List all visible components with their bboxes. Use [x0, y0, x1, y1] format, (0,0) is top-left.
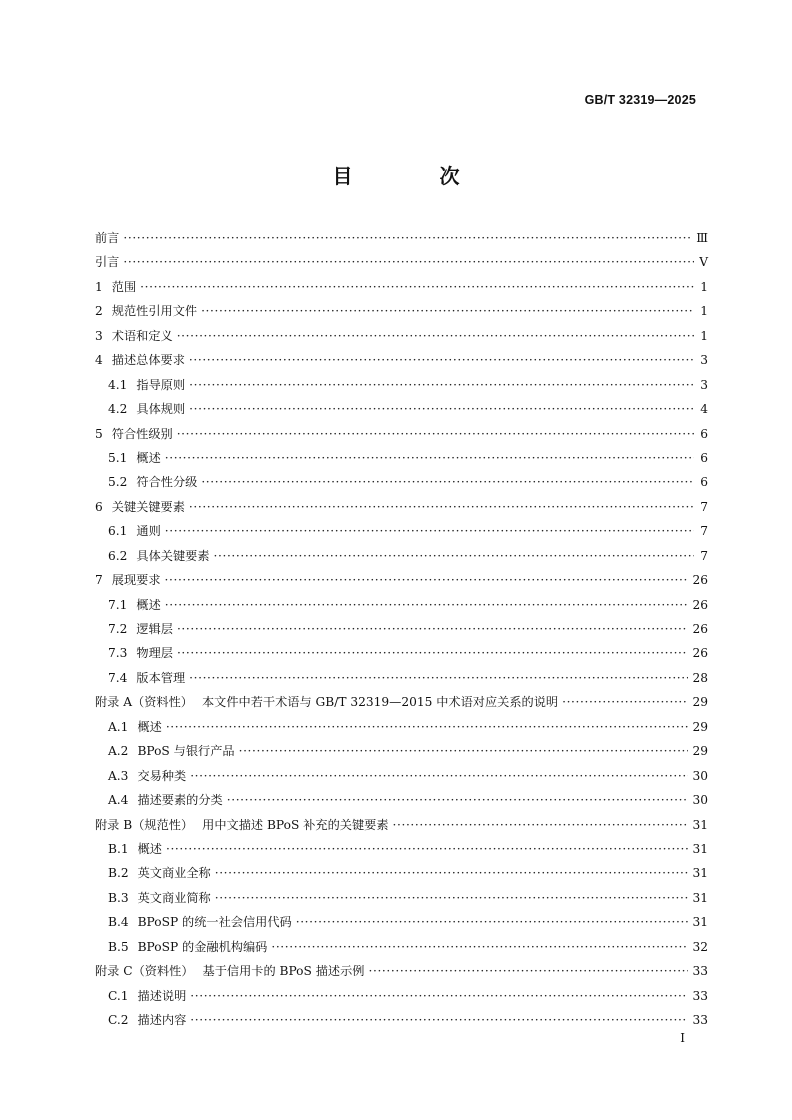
- toc-entry-number: A.1: [108, 719, 129, 734]
- toc-entry-number: 5.1: [108, 450, 128, 465]
- toc-entry-label: 规范性引用文件: [111, 304, 198, 319]
- toc-entry[interactable]: [95, 425, 708, 449]
- toc-entry-page: 4: [700, 402, 708, 417]
- toc-entry-label: 概述: [136, 450, 161, 465]
- toc-entry-number: 附录 A（资料性）: [95, 695, 193, 710]
- toc-leader-dots: [369, 964, 689, 978]
- toc-entry[interactable]: [95, 229, 708, 253]
- toc-entry-label: 概述: [137, 719, 162, 734]
- toc-entry[interactable]: [95, 816, 708, 840]
- toc-entry-number: B.5: [108, 939, 129, 954]
- toc-entry-label: 关键关键要素: [111, 499, 185, 514]
- toc-entry-number: 3: [95, 328, 103, 343]
- toc-leader-dots: [165, 573, 689, 587]
- toc-leader-dots: [165, 524, 694, 538]
- toc-entry[interactable]: [95, 889, 708, 913]
- toc-entry-page: 29: [692, 744, 708, 759]
- toc-entry-page: 29: [692, 695, 708, 710]
- toc-entry-label: 指导原则: [136, 377, 186, 392]
- toc-leader-dots: [189, 353, 694, 367]
- toc-entry-label: 交易种类: [137, 768, 187, 783]
- toc-entry-page: 29: [692, 719, 708, 734]
- toc-entry-label: 逻辑层: [136, 622, 173, 636]
- page-number: Ⅰ: [680, 1031, 685, 1045]
- toc-entry-page: 1: [700, 328, 708, 343]
- toc-leader-dots: [201, 475, 694, 489]
- toc-leader-dots: [166, 720, 689, 734]
- toc-entry-label: 前言: [95, 231, 120, 245]
- toc-entry-page: 6: [700, 475, 708, 490]
- toc-entry-number: 5: [95, 426, 103, 441]
- toc-entry-page: 1: [700, 279, 708, 294]
- toc-entry-page: 7: [700, 548, 708, 563]
- toc-entry[interactable]: [95, 669, 708, 693]
- toc-entry-label: 物理层: [136, 646, 173, 661]
- toc-entry-label: 符合性级别: [111, 426, 173, 441]
- toc-entry-label: BPoS 与银行产品: [137, 744, 235, 759]
- toc-entry[interactable]: [95, 962, 708, 986]
- toc-leader-dots: [227, 793, 689, 807]
- toc-leader-dots: [189, 402, 694, 416]
- toc-entry[interactable]: [95, 644, 708, 668]
- toc-entry[interactable]: [95, 278, 708, 302]
- toc-entry[interactable]: [95, 376, 708, 400]
- toc-entry-page: 31: [692, 841, 708, 856]
- toc-entry[interactable]: [95, 253, 708, 277]
- toc-entry-page: 31: [692, 817, 708, 832]
- toc-entry-page: 30: [692, 793, 708, 808]
- toc-entry[interactable]: [95, 987, 708, 1011]
- toc-entry[interactable]: [95, 767, 708, 791]
- toc-leader-dots: [190, 769, 688, 783]
- toc-leader-dots: [189, 500, 694, 514]
- toc-entry-page: 7: [700, 499, 708, 514]
- standard-code: GB/T 32319—2025: [584, 93, 696, 107]
- toc-entry-label: 概述: [137, 841, 162, 856]
- toc-entry-number: 2: [95, 304, 103, 319]
- toc-entry[interactable]: [95, 547, 708, 571]
- toc-entry[interactable]: [95, 596, 708, 620]
- toc-entry-number: 4.2: [108, 402, 128, 417]
- toc-entry-number: 6.2: [108, 548, 128, 563]
- toc-leader-dots: [215, 891, 689, 905]
- toc-entry-number: 附录 C（资料性）: [95, 964, 194, 979]
- toc-entry-number: 7.3: [108, 646, 128, 661]
- toc-leader-dots: [393, 818, 689, 832]
- toc-entry-page: 6: [700, 450, 708, 465]
- toc-entry-label: BPoSP 的金融机构编码: [137, 939, 268, 954]
- toc-entry-number: C.1: [108, 988, 129, 1003]
- toc-entry[interactable]: [95, 449, 708, 473]
- toc-entry-label: 英文商业全称: [137, 866, 211, 881]
- toc-entry-page: 33: [692, 1013, 708, 1027]
- toc-entry-label: 具体规则: [136, 402, 186, 417]
- toc-entry-number: 7.2: [108, 622, 128, 636]
- toc-entry-label: 范围: [111, 279, 137, 294]
- toc-leader-dots: [562, 695, 688, 709]
- toc-entry-page: 6: [700, 426, 708, 441]
- toc-entry-page: 26: [692, 573, 708, 588]
- toc-entry[interactable]: [95, 840, 708, 864]
- toc-leader-dots: [189, 378, 694, 392]
- toc-entry[interactable]: [95, 620, 708, 644]
- toc-entry-number: 附录 B（规范性）: [95, 817, 194, 832]
- toc-entry[interactable]: [95, 522, 708, 546]
- toc-entry[interactable]: [95, 498, 708, 522]
- toc-entry-label: 版本管理: [136, 670, 186, 685]
- toc-leader-dots: [166, 842, 689, 856]
- toc-entry-number: B.4: [108, 915, 129, 930]
- toc-leader-dots: [123, 255, 694, 269]
- toc-entry[interactable]: [95, 571, 708, 595]
- toc-entry-page: Ⅲ: [696, 231, 708, 245]
- toc-entry-number: 6.1: [108, 524, 128, 539]
- toc-entry-label: 概述: [136, 597, 161, 612]
- toc-entry-label: 描述说明: [137, 988, 187, 1003]
- toc-entry-label: BPoSP 的统一社会信用代码: [137, 915, 292, 930]
- toc-entry-label: 描述内容: [137, 1013, 187, 1027]
- toc-leader-dots: [239, 744, 689, 758]
- toc-leader-dots: [189, 671, 688, 685]
- toc-entry-number: 4: [95, 353, 103, 368]
- toc-entry-label: 本文件中若干术语与 GB/T 32319—2015 中术语对应关系的说明: [202, 695, 559, 710]
- toc-entry[interactable]: [95, 1011, 708, 1035]
- toc-entry-label: 描述要素的分类: [137, 793, 223, 808]
- toc-leader-dots: [123, 231, 692, 245]
- toc-entry-label: 展现要求: [111, 573, 161, 588]
- toc-entry-label: 引言: [95, 255, 120, 270]
- toc-entry-page: 7: [700, 524, 708, 539]
- toc-entry[interactable]: [95, 327, 708, 351]
- toc-entry-number: A.4: [108, 793, 129, 808]
- toc-entry[interactable]: [95, 864, 708, 888]
- toc-entry-label: 具体关键要素: [136, 548, 210, 563]
- toc-leader-dots: [201, 304, 694, 318]
- toc-entry-number: B.1: [108, 841, 129, 856]
- toc-entry-page: 3: [700, 353, 708, 368]
- toc-leader-dots: [177, 646, 689, 660]
- toc-entry[interactable]: [95, 302, 708, 326]
- toc-entry[interactable]: [95, 693, 708, 717]
- toc-entry-page: 26: [692, 646, 708, 661]
- toc-leader-dots: [190, 989, 688, 1003]
- toc-entry-number: B.2: [108, 866, 129, 881]
- toc-entry-label: 基于信用卡的 BPoS 描述示例: [202, 964, 365, 979]
- toc-leader-dots: [165, 451, 694, 465]
- toc-entry[interactable]: [95, 400, 708, 424]
- toc-entry-label: 通则: [136, 524, 161, 539]
- toc-entry-page: Ⅴ: [699, 255, 708, 270]
- toc-entry-number: 6: [95, 499, 103, 514]
- toc-entry-label: 术语和定义: [111, 328, 173, 343]
- toc-leader-dots: [177, 622, 689, 636]
- toc-entry-label: 英文商业简称: [137, 890, 211, 905]
- toc-leader-dots: [165, 598, 689, 612]
- toc-entry[interactable]: [95, 938, 708, 962]
- toc-entry-number: B.3: [108, 890, 129, 905]
- toc-entry-label: 描述总体要求: [111, 353, 185, 368]
- toc-entry-page: 33: [692, 988, 708, 1003]
- toc-entry[interactable]: [95, 718, 708, 742]
- toc-entry-number: A.2: [108, 744, 129, 759]
- toc-entry[interactable]: [95, 351, 708, 375]
- toc-entry-number: 4.1: [108, 377, 128, 392]
- toc-entry-page: 28: [692, 670, 708, 685]
- toc-leader-dots: [190, 1013, 688, 1027]
- toc-entry-number: 7: [95, 573, 103, 588]
- toc-entry-number: C.2: [108, 1013, 129, 1027]
- toc-entry-page: 26: [692, 597, 708, 612]
- toc-entry-number: 1: [95, 279, 103, 294]
- toc-entry-page: 31: [692, 866, 708, 881]
- toc-leader-dots: [296, 915, 689, 929]
- toc-leader-dots: [140, 280, 694, 294]
- toc-entry-number: 7.4: [108, 670, 128, 685]
- toc-entry-page: 26: [692, 622, 708, 636]
- toc-entry[interactable]: [95, 473, 708, 497]
- toc-entry-number: 7.1: [108, 597, 128, 612]
- toc-leader-dots: [271, 940, 688, 954]
- toc-leader-dots: [177, 427, 694, 441]
- toc-entry-page: 33: [692, 964, 708, 979]
- toc-entry[interactable]: [95, 913, 708, 937]
- toc-leader-dots: [177, 329, 694, 343]
- toc-entry-page: 31: [692, 915, 708, 930]
- table-of-contents: [95, 229, 708, 1035]
- toc-entry-page: 31: [692, 890, 708, 905]
- toc-entry-page: 1: [700, 304, 708, 319]
- toc-entry-label: 符合性分级: [136, 475, 198, 490]
- toc-entry-number: 5.2: [108, 475, 128, 490]
- toc-leader-dots: [215, 866, 689, 880]
- toc-entry-page: 32: [692, 939, 708, 954]
- page-title: 目 次: [332, 164, 500, 188]
- toc-leader-dots: [214, 549, 694, 563]
- toc-entry-number: A.3: [108, 768, 129, 783]
- toc-entry-page: 3: [700, 377, 708, 392]
- toc-entry[interactable]: [95, 791, 708, 815]
- toc-entry[interactable]: [95, 742, 708, 766]
- toc-entry-label: 用中文描述 BPoS 补充的关键要素: [202, 817, 389, 832]
- toc-entry-page: 30: [692, 768, 708, 783]
